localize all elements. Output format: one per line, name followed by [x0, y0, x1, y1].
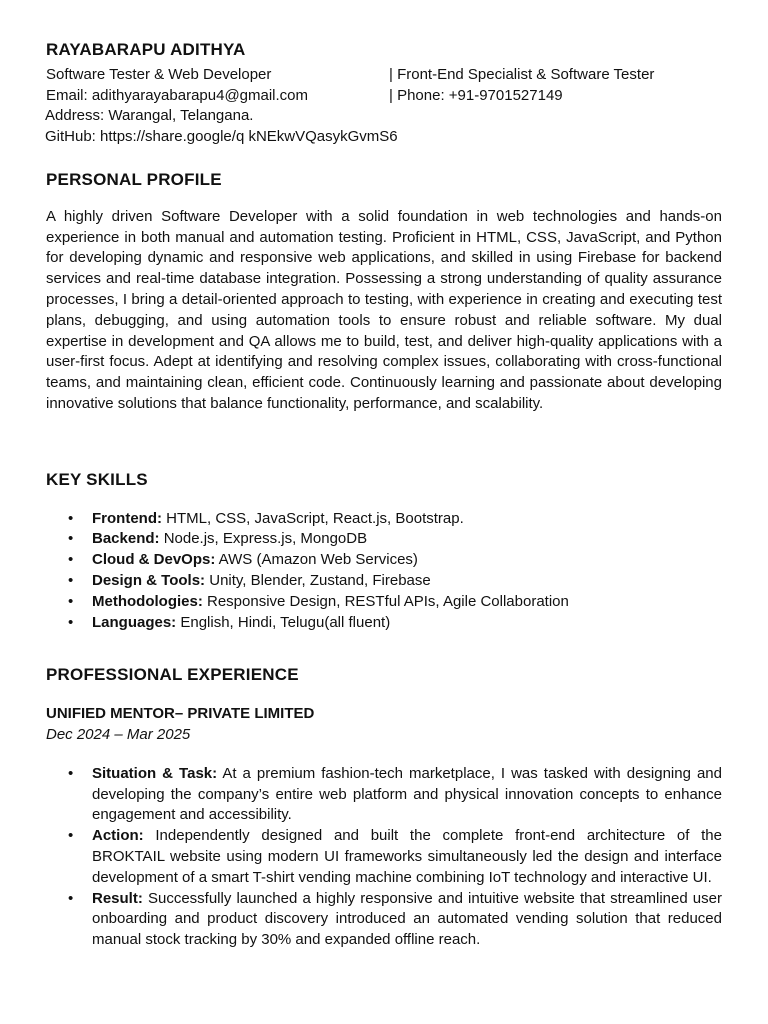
address-text: Address: Warangal, Telangana. — [45, 107, 254, 125]
employment-dates: Dec 2024 – Mar 2025 — [46, 725, 191, 743]
skill-label: Design & Tools: — [92, 571, 206, 589]
github-text: GitHub: https://share.google/q kNEkwVQasykGvmS6 — [45, 128, 398, 146]
bullet-label: Action: — [92, 827, 144, 845]
title-left: Software Tester & Web Developer — [46, 65, 272, 83]
skill-label: Frontend: — [92, 509, 162, 527]
email-text: Email: adithyarayabarapu4@gmail.com — [46, 86, 309, 104]
experience-bullet — [46, 764, 722, 826]
experience-bullets — [46, 764, 722, 951]
skill-label: Cloud & DevOps: — [92, 551, 216, 569]
skill-value: Node.js, Express.js, MongoDB — [159, 530, 368, 548]
skill-value: English, Hindi, Telugu(all fluent) — [176, 613, 391, 631]
skill-value: AWS (Amazon Web Services) — [215, 551, 418, 569]
experience-heading: PROFESSIONAL EXPERIENCE — [46, 665, 299, 685]
bullet-label: Result: — [92, 889, 143, 907]
title-right: | Front-End Specialist & Software Tester — [389, 65, 655, 83]
resume-page — [46, 40, 722, 951]
skill-item — [46, 509, 722, 530]
skill-label: Languages: — [92, 613, 177, 631]
skill-item — [46, 571, 722, 592]
skills-heading: KEY SKILLS — [46, 469, 148, 489]
skill-item — [46, 592, 722, 613]
title-row — [46, 65, 722, 86]
experience-bullet — [46, 826, 722, 888]
bullet-label: Situation & Task: — [92, 764, 218, 782]
company-name: UNIFIED MENTOR– PRIVATE LIMITED — [46, 705, 315, 723]
skill-label: Methodologies: — [92, 592, 203, 610]
skill-item — [46, 550, 722, 571]
bullet-text: Successfully launched a highly responsive and intuitive website that streamlined user onboarding and product discovery introduced an automated vending solution that reduced manual stock tracking by 30% and expanded offline reach. — [92, 889, 722, 949]
candidate-name: RAYABARAPU ADITHYA — [46, 40, 246, 59]
profile-paragraph: A highly driven Software Developer with a solid foundation in web technologies and hands-on experience in both manual and automation testing. Proficient in HTML, CSS, JavaScript, and Python for developing dynamic and responsive web applications, and skilled in using Firebase for backend services and real-time database integration. Possessing a strong understanding of quality assurance processes, I bring a detail-oriented approach to testing, with experience in creating and executing test plans, debugging, and using automation tools to ensure robust and reliable software. My dual expertise in development and QA allows me to build, test, and deliver high-quality applications with a user-first focus. Adept at identifying and resolving complex issues, collaborating with cross-functional teams, and maintaining clean, efficient code. Continuously learning and passionate about developing innovative solutions that balance functionality, performance, and scalability. — [46, 207, 722, 412]
skill-value: HTML, CSS, JavaScript, React.js, Bootstrap. — [161, 509, 464, 527]
contact-row — [46, 86, 722, 107]
skill-label: Backend: — [92, 530, 160, 548]
experience-bullet — [46, 889, 722, 951]
skills-list — [46, 509, 722, 634]
profile-heading: PERSONAL PROFILE — [46, 169, 222, 189]
skill-item — [46, 529, 722, 550]
bullet-text: Independently designed and built the complete front-end architecture of the BROKTAIL website using modern UI frameworks simultaneously led the design and interface development of a smart T-shirt vending machine combining IoT technology and interactive UI. — [92, 827, 722, 886]
phone-text: | Phone: +91-9701527149 — [389, 86, 563, 104]
skill-value: Responsive Design, RESTful APIs, Agile Collaboration — [202, 592, 569, 610]
skill-item — [46, 613, 722, 634]
skill-value: Unity, Blender, Zustand, Firebase — [205, 571, 431, 589]
bullet-text: At a premium fashion-tech marketplace, I was tasked with designing and developing the company’s entire web platform and physical innovation concepts to enhance engagement and accessibility. — [92, 764, 722, 824]
